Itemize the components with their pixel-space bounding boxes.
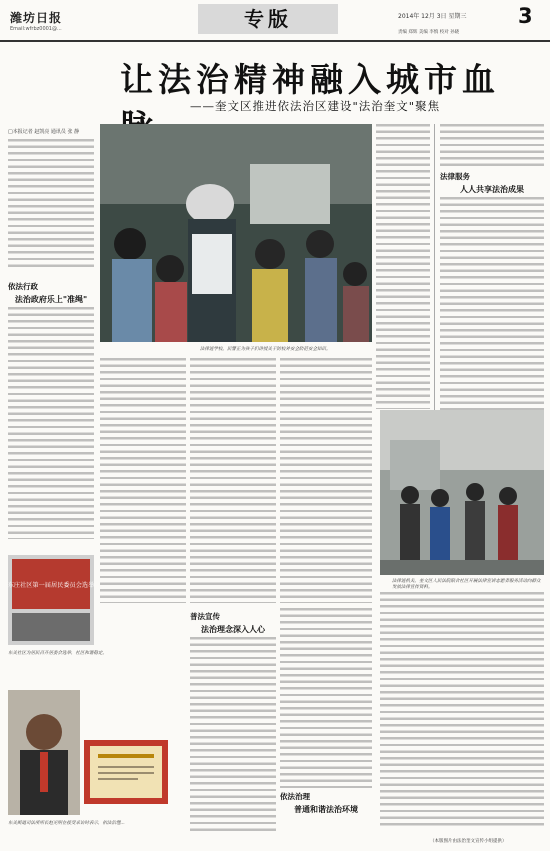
section-heading-publicity: 普法宣传: [190, 612, 220, 621]
subheading-admin: 法治政府乐上"准绳": [14, 295, 88, 304]
issue-date: 2014年 12月 3日 星期三: [398, 13, 467, 20]
left-column-text: [8, 307, 94, 539]
middle-right-text: [376, 124, 430, 409]
publicity-text: [190, 637, 276, 835]
portrait-photo: [8, 690, 80, 815]
section-heading-legal-service: 法律服务: [440, 172, 470, 181]
middle-col-1: [100, 358, 186, 603]
right-photo-legal-service: [380, 410, 544, 575]
right-bottom-column: [380, 592, 544, 832]
sign-photo-image: [8, 555, 94, 645]
governance-column: [280, 608, 372, 840]
masthead-rule: [0, 40, 550, 42]
sign-photo-caption: 东关社区为居民召开居委会选举，社区和谐稳定。: [8, 651, 107, 656]
certificate-photo: [84, 740, 168, 804]
page-headline: 让法治精神融入城市血: [120, 60, 500, 99]
portrait-image: [8, 690, 80, 815]
subheading-publicity: 法治理念深入人心: [201, 625, 265, 634]
middle-right-column: [376, 124, 430, 409]
subheading-legal-service: 人人共享法治成果: [460, 185, 524, 194]
intro-text: [8, 139, 94, 267]
middle-col-3: [280, 358, 372, 603]
sign-photo-banner: 东庄社区第一届居民委员会选举: [8, 582, 94, 589]
middle-col-1-text: [100, 358, 186, 603]
main-photo-image: [100, 124, 372, 342]
publicity-column: [190, 608, 276, 840]
page-number: 3: [518, 4, 533, 28]
newspaper-logo: 潍坊日报: [10, 11, 63, 25]
masthead: [0, 0, 550, 38]
left-column: [8, 278, 94, 548]
sign-photo: [8, 555, 94, 645]
editor-credits: 责编 郑辉 美编 李慎 校对 孙晓: [398, 30, 460, 35]
main-photo-police-school: [100, 124, 372, 342]
portrait-caption: 东关街道司法所所长赵光明在接受采访时表示，依法治理...: [8, 821, 125, 826]
subheading-governance: 普通和谐法治环境: [294, 805, 358, 814]
page-subheadline: ——奎文区推进依法治区建设"法治奎文"聚焦: [190, 99, 441, 113]
middle-col-3-text: [280, 358, 372, 603]
section-heading-admin: 依法行政: [8, 282, 38, 291]
byline: □本报记者 赵凯亮 通讯员 张 静: [8, 129, 80, 135]
section-heading-governance: 依法治理: [280, 792, 310, 801]
governance-text-top: [280, 608, 372, 788]
right-bottom-text: [380, 592, 544, 828]
middle-col-2: [190, 358, 276, 603]
photo-credit: （本版图片由法治奎文宣传小组提供）: [430, 839, 507, 844]
intro-block: [8, 128, 94, 272]
right-column-text-top: [440, 124, 544, 168]
middle-col-2-text: [190, 358, 276, 603]
main-photo-caption: 法律进学校。民警正为孩子们讲授关于防校外安全防范安全知识。: [200, 347, 331, 352]
right-photo-caption: 法律进机关。奎文区人民法院联合社区开展法律宣讲志愿者服务活动向群众发放法律宣传资料。: [392, 579, 541, 590]
right-photo-image: [380, 410, 544, 575]
section-tag: 专版: [198, 4, 338, 34]
certificate-image: [84, 740, 168, 804]
masthead-email: Email:wfrbz0001@...: [10, 26, 62, 32]
